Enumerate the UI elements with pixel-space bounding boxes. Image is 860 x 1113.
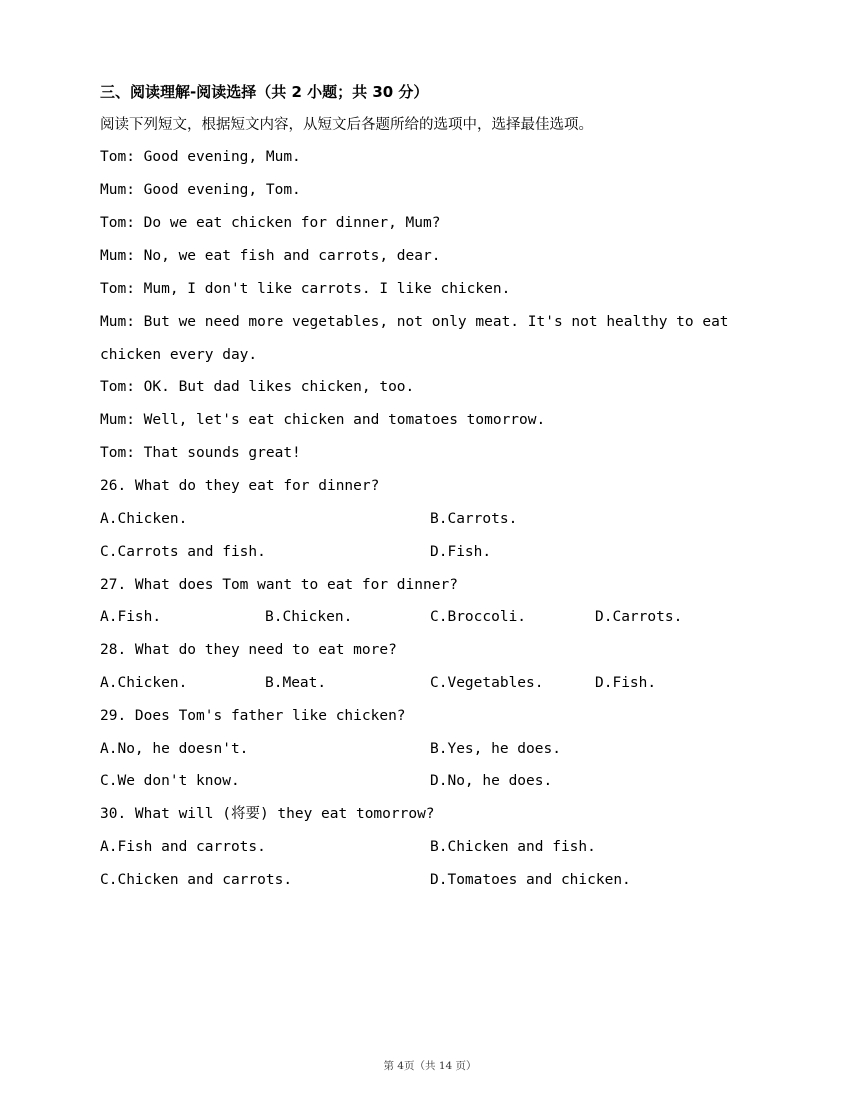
dialogue-line: Tom: That sounds great! <box>100 445 301 461</box>
question-26-option-a: A.Chicken. <box>100 511 188 527</box>
question-27-option-a: A.Fish. <box>100 609 162 625</box>
section-instruction: 阅读下列短文，根据短文内容，从短文后各题所给的选项中，选择最佳选项。 <box>100 117 593 133</box>
question-28-stem: 28. What do they need to eat more? <box>100 642 397 658</box>
question-27-option-d: D.Carrots. <box>595 609 683 625</box>
question-27-option-c: C.Broccoli. <box>430 609 527 625</box>
question-28-option-b: B.Meat. <box>265 675 327 691</box>
question-30-option-a: A.Fish and carrots. <box>100 839 266 855</box>
page-footer: 第 4页（共 14 页） <box>383 1060 477 1072</box>
dialogue-line: Tom: Do we eat chicken for dinner, Mum? <box>100 215 441 231</box>
dialogue-line: Tom: Mum, I don't like carrots. I like chicken. <box>100 281 511 297</box>
question-28-option-a: A.Chicken. <box>100 675 188 691</box>
question-28-option-d: D.Fish. <box>595 675 657 691</box>
dialogue-line: Mum: Good evening, Tom. <box>100 182 301 198</box>
question-30-option-b: B.Chicken and fish. <box>430 839 596 855</box>
question-29-option-a: A.No, he doesn't. <box>100 741 249 757</box>
question-26-stem: 26. What do they eat for dinner? <box>100 478 380 494</box>
question-30-option-d: D.Tomatoes and chicken. <box>430 872 631 888</box>
question-26-option-c: C.Carrots and fish. <box>100 544 266 560</box>
dialogue-line: Mum: Well, let's eat chicken and tomatoes tomorrow. <box>100 412 546 428</box>
question-30-option-c: C.Chicken and carrots. <box>100 872 293 888</box>
dialogue-line: Mum: No, we eat fish and carrots, dear. <box>100 248 441 264</box>
question-29-option-d: D.No, he does. <box>430 773 553 789</box>
question-26-option-d: D.Fish. <box>430 544 492 560</box>
question-30-stem: 30. What will (将要) they eat tomorrow? <box>100 806 435 822</box>
dialogue-line: Tom: Good evening, Mum. <box>100 149 301 165</box>
question-27-stem: 27. What does Tom want to eat for dinner? <box>100 577 458 593</box>
question-29-stem: 29. Does Tom's father like chicken? <box>100 708 406 724</box>
question-29-option-c: C.We don't know. <box>100 773 240 789</box>
question-29-option-b: B.Yes, he does. <box>430 741 561 757</box>
question-27-option-b: B.Chicken. <box>265 609 353 625</box>
dialogue-line: chicken every day. <box>100 347 258 363</box>
question-28-option-c: C.Vegetables. <box>430 675 544 691</box>
question-26-option-b: B.Carrots. <box>430 511 518 527</box>
dialogue-line: Mum: But we need more vegetables, not only meat. It's not healthy to eat <box>100 314 729 330</box>
section-heading: 三、阅读理解-阅读选择（共 2 小题；共 30 分） <box>100 83 429 101</box>
dialogue-line: Tom: OK. But dad likes chicken, too. <box>100 379 415 395</box>
